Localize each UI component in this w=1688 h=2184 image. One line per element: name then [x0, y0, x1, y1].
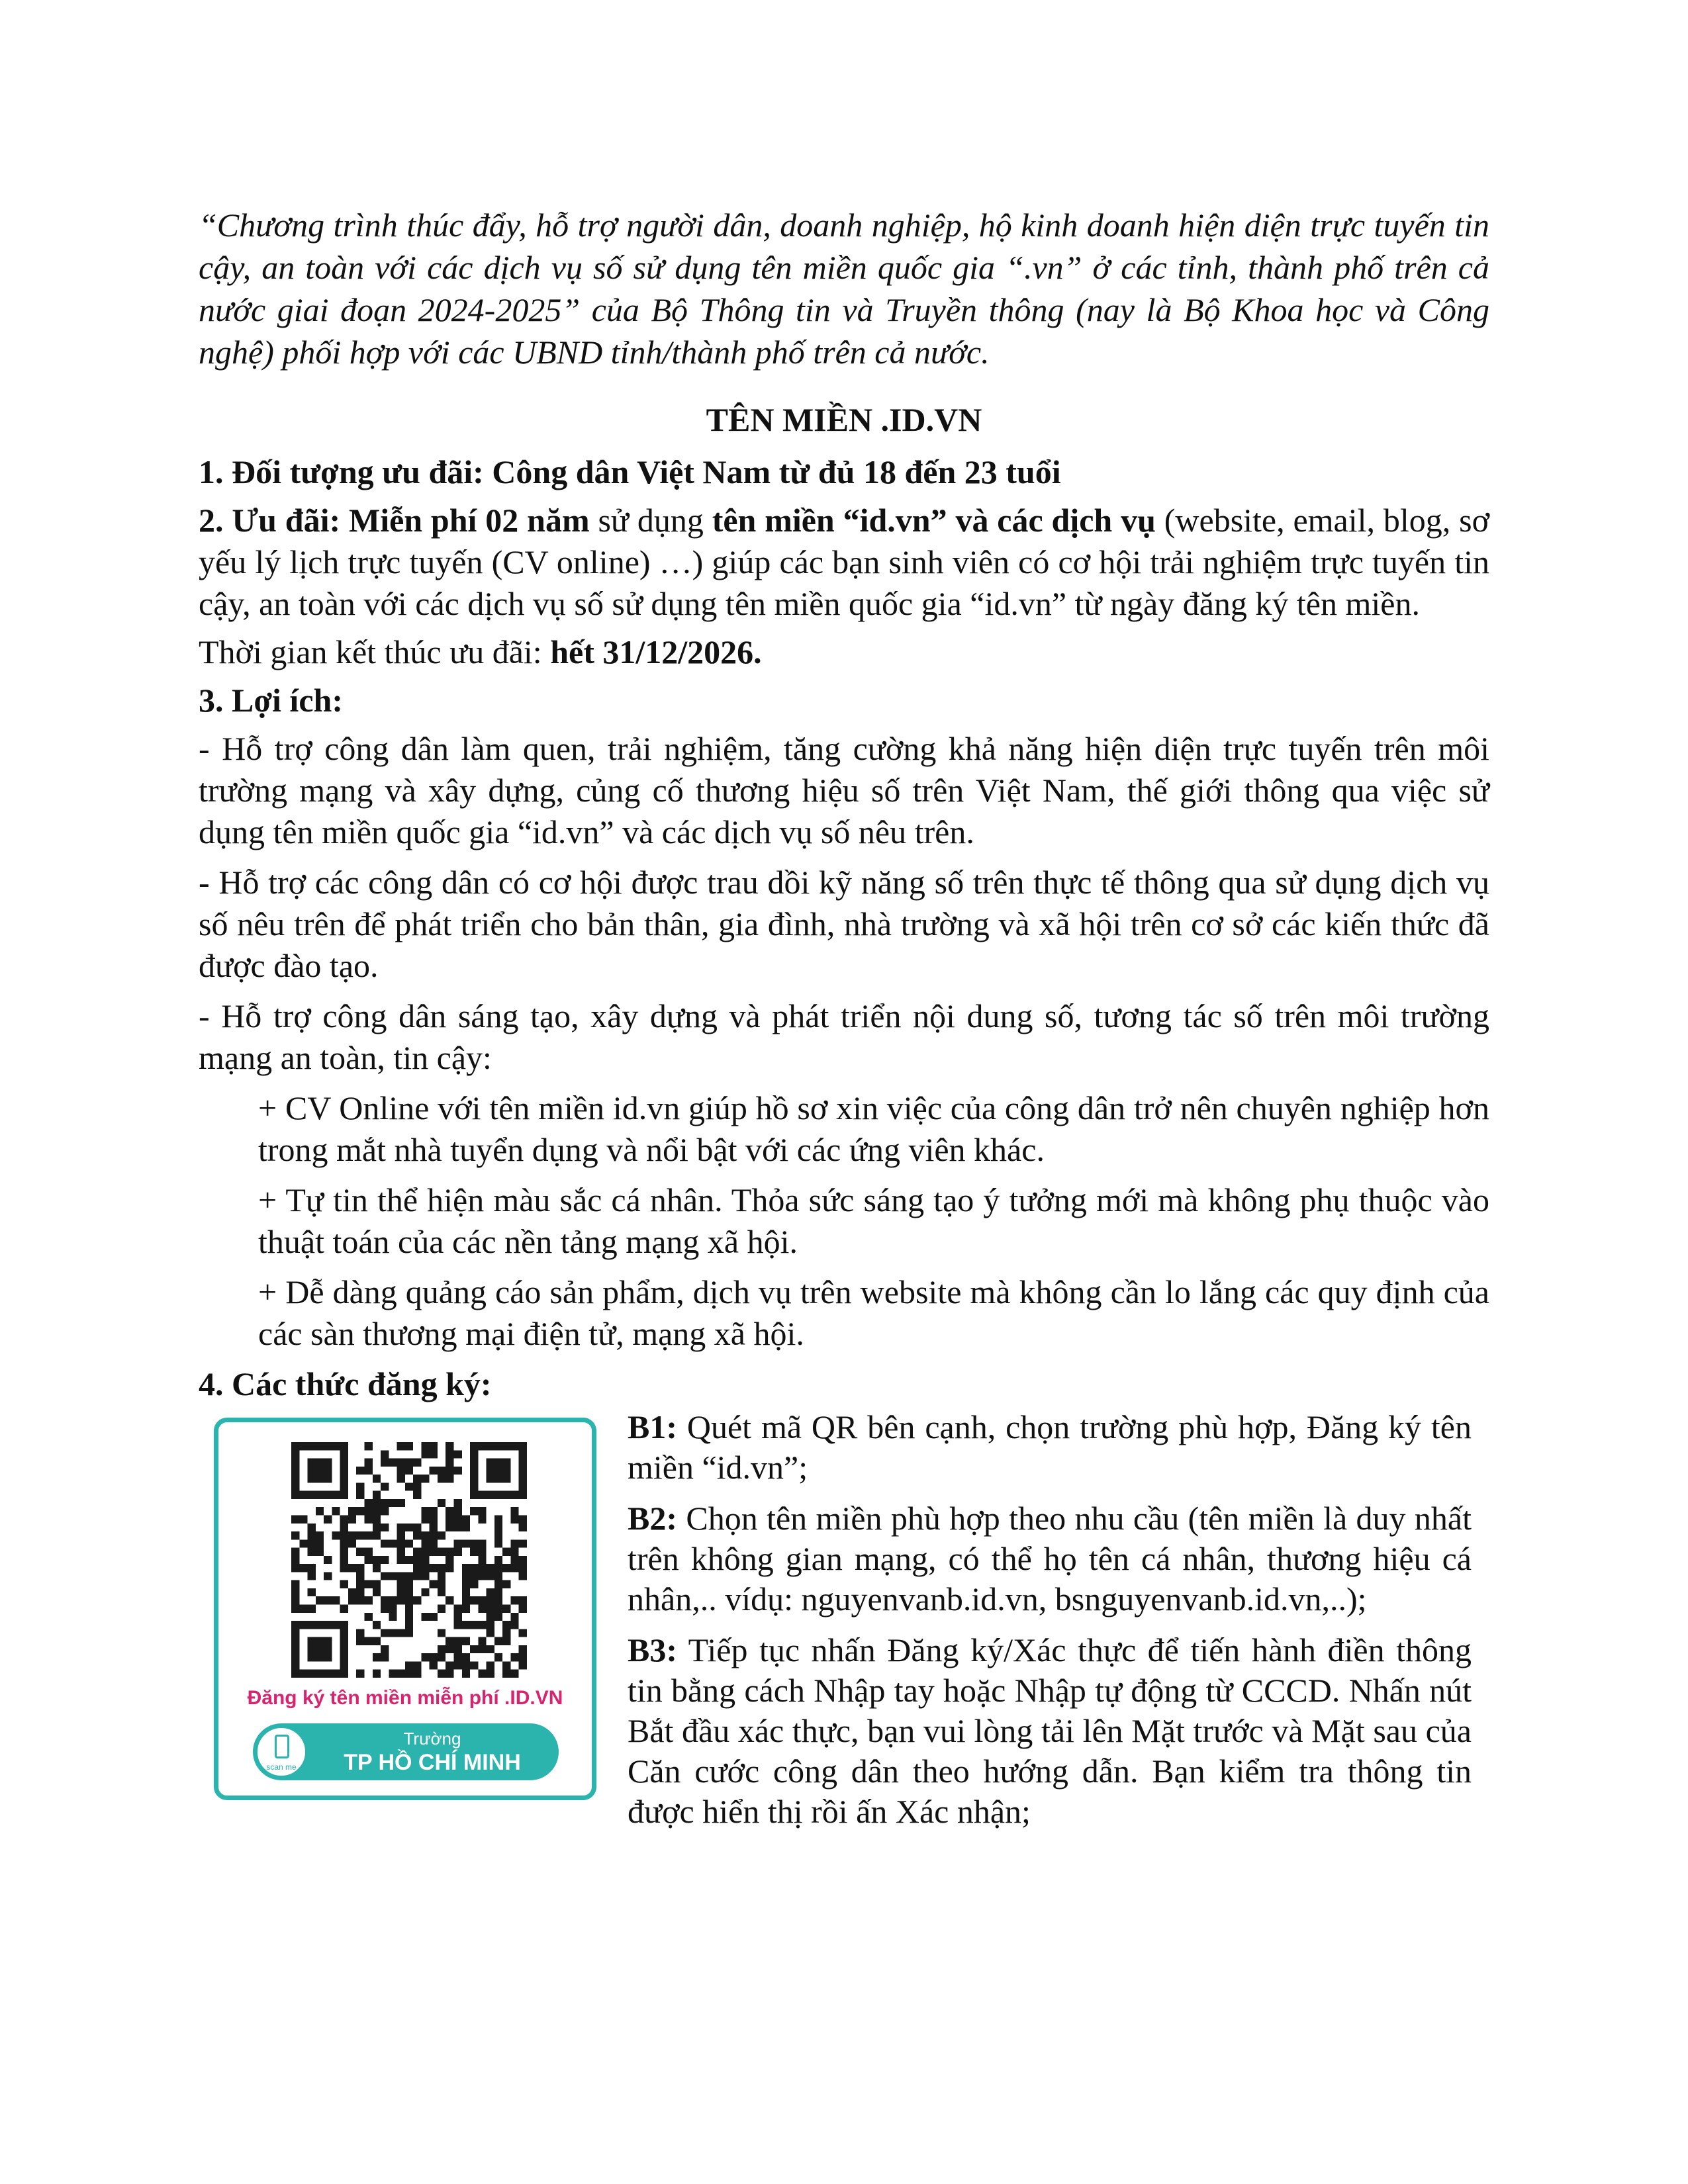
step-label: B2: — [628, 1500, 677, 1537]
section-2-paragraph — [199, 500, 1489, 625]
benefit-subitem: + Dễ dàng quảng cáo sản phẩm, dịch vụ trên website mà không cần lo lắng các quy định của các sàn thương mại điện tử, mạng xã hội. — [258, 1273, 1489, 1352]
section-2-text-1: sử dụng — [589, 502, 712, 539]
step-item — [628, 1498, 1472, 1619]
offer-end-line — [199, 631, 1489, 673]
step-label: B1: — [628, 1408, 677, 1445]
benefit-item: - Hỗ trợ các công dân có cơ hội được trau dồi kỹ năng số trên thực tế thông qua sử dụng dịch vụ số nêu trên để phát triển cho bản thân, gia đình, nhà trường và xã hội trên cơ sở các kiến thức đã được đào tạo. — [199, 864, 1489, 984]
registration-steps — [628, 1407, 1472, 1843]
step-text: Quét mã QR bên cạnh, chọn trường phù hợp, Đăng ký tên miền “id.vn”; — [628, 1408, 1472, 1486]
offer-end-label: Thời gian kết thúc ưu đãi: — [199, 633, 551, 670]
step-text: Tiếp tục nhấn Đăng ký/Xác thực để tiến hành điền thông tin bằng cách Nhập tay hoặc Nhập tự động từ CCCD. Nhấn nút Bắt đầu xác thực, bạn vui lòng tải lên Mặt trước và Mặt sau của Căn cước công dân theo hướng dẫn. Bạn kiểm tra thông tin được hiển thị rồi ấn Xác nhận; — [628, 1631, 1472, 1830]
school-label: Trường — [403, 1729, 461, 1749]
school-city: TP HỒ CHÍ MINH — [344, 1750, 521, 1775]
document-body — [199, 451, 1489, 1414]
section-1-heading: 1. Đối tượng ưu đãi: Công dân Việt Nam từ đủ 18 đến 23 tuổi — [199, 453, 1061, 490]
section-3-heading: 3. Lợi ích: — [199, 682, 343, 719]
school-pill — [253, 1723, 559, 1780]
qr-code-icon[interactable] — [291, 1442, 527, 1678]
intro-paragraph: “Chương trình thúc đẩy, hỗ trợ người dân, doanh nghiệp, hộ kinh doanh hiện diện trực tuyến tin cậy, an toàn với các dịch vụ số sử dụng tên miền quốc gia “.vn” ở các tỉnh, thành phố trên cả nước giai đoạn 2024-2025” của Bộ Thông tin và Truyền thông (nay là Bộ Khoa học và Công nghệ) phối hợp với các UBND tỉnh/thành phố trên cả nước. — [199, 206, 1489, 371]
qr-registration-card[interactable] — [214, 1418, 596, 1800]
benefit-subitem: + CV Online với tên miền id.vn giúp hồ sơ xin việc của công dân trở nên chuyên nghiệp hơn trong mắt nhà tuyển dụng và nổi bật với các ứng viên khác. — [258, 1089, 1489, 1168]
step-label: B3: — [628, 1631, 677, 1668]
benefit-item: - Hỗ trợ công dân sáng tạo, xây dựng và phát triển nội dung số, tương tác số trên môi trường mạng an toàn, tin cậy: — [199, 997, 1489, 1076]
section-4-heading: 4. Các thức đăng ký: — [199, 1365, 492, 1402]
section-2-bold-domain: tên miền “id.vn” và các dịch vụ — [712, 502, 1156, 539]
step-item — [628, 1630, 1472, 1832]
qr-caption: Đăng ký tên miền miễn phí .ID.VN — [247, 1687, 563, 1709]
scan-me-badge — [256, 1726, 307, 1778]
section-2-label: 2. Ưu đãi: — [199, 502, 349, 539]
benefit-item: - Hỗ trợ công dân làm quen, trải nghiệm, tăng cường khả năng hiện diện trực tuyến trên môi trường mạng và xây dựng, củng cố thương hiệu số trên Việt Nam, thế giới thông qua việc sử dụng tên miền quốc gia “id.vn” và các dịch vụ số nêu trên. — [199, 730, 1489, 850]
offer-end-date: hết 31/12/2026. — [550, 633, 762, 670]
step-item — [628, 1407, 1472, 1488]
benefit-subitem: + Tự tin thể hiện màu sắc cá nhân. Thỏa sức sáng tạo ý tưởng mới mà không phụ thuộc vào thuật toán của các nền tảng mạng xã hội. — [258, 1181, 1489, 1260]
section-2-text-2: (website, email, blog, sơ yếu lý lịch trực tuyến (CV online) …) giúp các bạn sinh viên có cơ hội trải nghiệm trực tuyến tin cậy, an toàn với các dịch vụ số sử dụng tên miền quốc gia “id.vn” từ ngày đăng ký tên miền. — [199, 502, 1490, 622]
section-2-bold-free: Miễn phí 02 năm — [349, 502, 590, 539]
page-title: TÊN MIỀN .ID.VN — [706, 401, 982, 438]
scan-me-label: scan me — [266, 1762, 297, 1772]
step-text: Chọn tên miền phù hợp theo nhu cầu (tên miền là duy nhất trên không gian mạng, có thể họ tên cá nhân, thương hiệu cá nhân,.. vídụ: nguyenvanb.id.vn, bsnguyenvanb.id.vn,..); — [628, 1500, 1472, 1617]
smartphone-icon — [275, 1735, 289, 1758]
